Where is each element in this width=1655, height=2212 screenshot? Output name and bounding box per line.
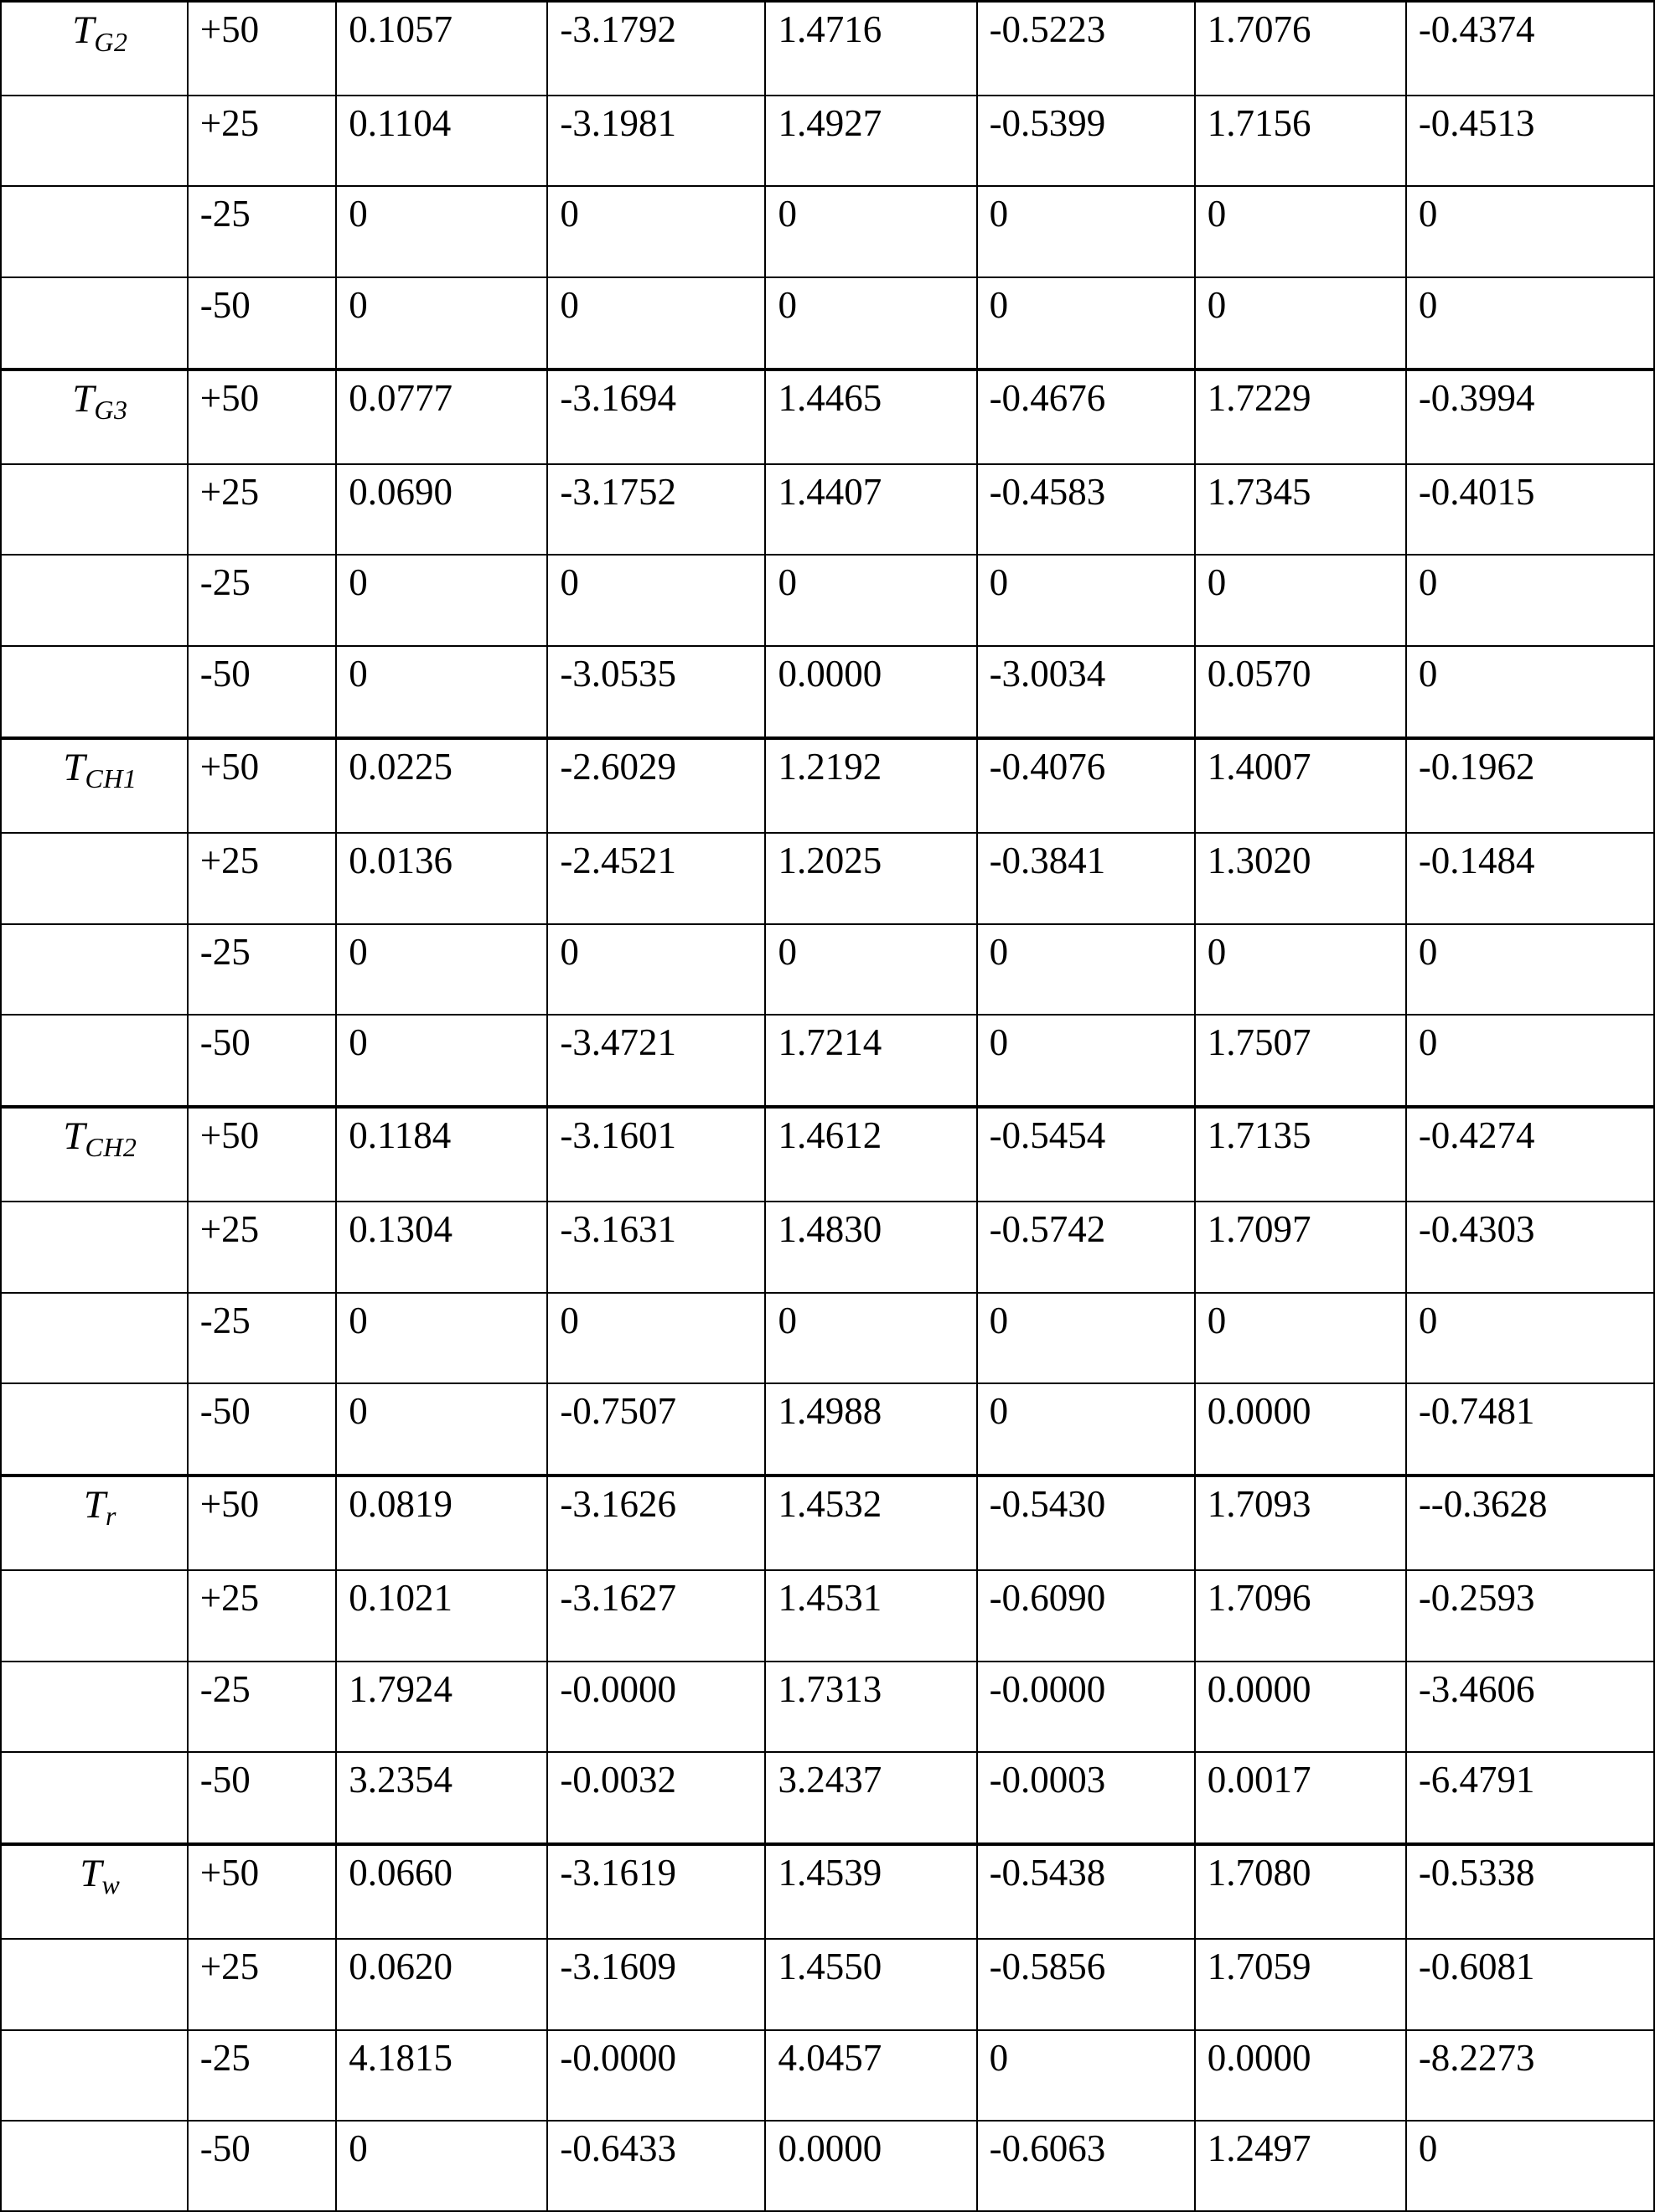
table-row bbox=[1, 464, 1654, 555]
table-row bbox=[1, 1015, 1654, 1107]
group-symbol: $T_{G2}$ bbox=[72, 8, 128, 57]
group-subscript: G2 bbox=[94, 27, 128, 57]
data-cell: -3.1981 bbox=[547, 96, 765, 186]
data-cell: -3.1627 bbox=[547, 1570, 765, 1661]
data-cell: -0.0032 bbox=[547, 1752, 765, 1844]
parameter-step-cell: +50 bbox=[188, 738, 336, 834]
row-group-label bbox=[1, 738, 188, 834]
data-cell: -3.4721 bbox=[547, 1015, 765, 1107]
row-group-label bbox=[1, 924, 188, 1015]
group-symbol: $T_{G3}$ bbox=[72, 376, 128, 426]
data-cell: -6.4791 bbox=[1406, 1752, 1654, 1844]
data-cell: 1.2025 bbox=[765, 833, 976, 923]
parameter-step-cell: +50 bbox=[188, 1107, 336, 1202]
parameter-step-cell: +25 bbox=[188, 1570, 336, 1661]
data-cell: -0.6090 bbox=[977, 1570, 1195, 1661]
parameter-step-cell: -50 bbox=[188, 1383, 336, 1476]
data-cell: -0.5454 bbox=[977, 1107, 1195, 1202]
row-group-label bbox=[1, 1570, 188, 1661]
data-cell: 0 bbox=[1406, 277, 1654, 370]
data-cell: 3.2354 bbox=[336, 1752, 547, 1844]
data-cell: 4.0457 bbox=[765, 2030, 976, 2121]
data-cell: 0 bbox=[1195, 186, 1406, 276]
data-cell: 0.0690 bbox=[336, 464, 547, 555]
data-cell: 0 bbox=[977, 1015, 1195, 1107]
data-cell: 0 bbox=[336, 555, 547, 645]
data-cell: 0 bbox=[1195, 277, 1406, 370]
data-cell: -0.4303 bbox=[1406, 1202, 1654, 1292]
data-cell: 0.0570 bbox=[1195, 646, 1406, 738]
data-cell: 1.7345 bbox=[1195, 464, 1406, 555]
data-cell: 0.0660 bbox=[336, 1844, 547, 1940]
row-group-label bbox=[1, 1293, 188, 1383]
data-cell: 1.7076 bbox=[1195, 2, 1406, 96]
table-row bbox=[1, 646, 1654, 738]
row-group-label bbox=[1, 1752, 188, 1844]
table-row bbox=[1, 1383, 1654, 1476]
data-cell: -0.4076 bbox=[977, 738, 1195, 834]
data-cell: 0 bbox=[547, 555, 765, 645]
data-cell: -3.1619 bbox=[547, 1844, 765, 1940]
data-cell: 0 bbox=[765, 277, 976, 370]
data-cell: -0.7481 bbox=[1406, 1383, 1654, 1476]
data-cell: 0 bbox=[765, 186, 976, 276]
data-cell: 0 bbox=[547, 924, 765, 1015]
data-cell: 0.0000 bbox=[1195, 1383, 1406, 1476]
data-cell: 1.4988 bbox=[765, 1383, 976, 1476]
parameter-step-cell: +25 bbox=[188, 833, 336, 923]
group-symbol: $T_{CH2}$ bbox=[63, 1114, 137, 1163]
group-symbol: $T_{CH1}$ bbox=[63, 745, 137, 794]
table-row bbox=[1, 2121, 1654, 2211]
table-row bbox=[1, 924, 1654, 1015]
data-cell: -3.0034 bbox=[977, 646, 1195, 738]
data-cell: 1.7097 bbox=[1195, 1202, 1406, 1292]
data-cell: 1.4532 bbox=[765, 1476, 976, 1571]
parameter-step-cell: +50 bbox=[188, 2, 336, 96]
row-group-label bbox=[1, 1662, 188, 1752]
parameter-step-cell: -25 bbox=[188, 2030, 336, 2121]
data-cell: 0 bbox=[977, 555, 1195, 645]
data-cell: 1.2497 bbox=[1195, 2121, 1406, 2211]
data-cell: 0 bbox=[977, 924, 1195, 1015]
data-cell: 0.0017 bbox=[1195, 1752, 1406, 1844]
data-cell: -0.1962 bbox=[1406, 738, 1654, 834]
data-cell: 0.0777 bbox=[336, 370, 547, 465]
table-row bbox=[1, 1570, 1654, 1661]
data-cell: 0 bbox=[1406, 186, 1654, 276]
table-body bbox=[1, 2, 1654, 2212]
group-subscript: CH1 bbox=[85, 764, 137, 794]
data-cell: 0.0225 bbox=[336, 738, 547, 834]
data-cell: -2.4521 bbox=[547, 833, 765, 923]
data-cell: 0.0136 bbox=[336, 833, 547, 923]
row-group-label bbox=[1, 833, 188, 923]
row-group-label bbox=[1, 2, 188, 96]
parameter-step-cell: -25 bbox=[188, 1293, 336, 1383]
data-cell: 0 bbox=[1195, 1293, 1406, 1383]
data-cell: -3.1694 bbox=[547, 370, 765, 465]
group-subscript: r bbox=[105, 1501, 116, 1532]
parameter-step-cell: +25 bbox=[188, 464, 336, 555]
data-cell: 1.4716 bbox=[765, 2, 976, 96]
row-group-label bbox=[1, 1844, 188, 1940]
data-cell: 1.7080 bbox=[1195, 1844, 1406, 1940]
data-cell: -0.5430 bbox=[977, 1476, 1195, 1571]
row-group-label bbox=[1, 2121, 188, 2211]
data-cell: 1.7059 bbox=[1195, 1939, 1406, 2029]
data-cell: 0 bbox=[336, 1293, 547, 1383]
table-row bbox=[1, 2030, 1654, 2121]
data-cell: 0 bbox=[1406, 924, 1654, 1015]
data-cell: 1.2192 bbox=[765, 738, 976, 834]
row-group-label bbox=[1, 1107, 188, 1202]
data-cell: 0 bbox=[977, 186, 1195, 276]
parameter-step-cell: -50 bbox=[188, 1015, 336, 1107]
parameter-step-cell: -50 bbox=[188, 1752, 336, 1844]
parameter-step-cell: -50 bbox=[188, 277, 336, 370]
row-group-label bbox=[1, 370, 188, 465]
data-cell: 1.7313 bbox=[765, 1662, 976, 1752]
parameter-step-cell: +50 bbox=[188, 1844, 336, 1940]
table-row bbox=[1, 1662, 1654, 1752]
row-group-label bbox=[1, 1383, 188, 1476]
data-cell: -3.4606 bbox=[1406, 1662, 1654, 1752]
data-cell: 0 bbox=[765, 1293, 976, 1383]
data-cell: -0.5438 bbox=[977, 1844, 1195, 1940]
row-group-label bbox=[1, 646, 188, 738]
data-cell: 0 bbox=[336, 186, 547, 276]
data-cell: -0.0000 bbox=[547, 1662, 765, 1752]
data-cell: -0.1484 bbox=[1406, 833, 1654, 923]
parameter-step-cell: +50 bbox=[188, 1476, 336, 1571]
data-cell: 0.0000 bbox=[765, 646, 976, 738]
data-cell: 0 bbox=[336, 1383, 547, 1476]
table-row bbox=[1, 277, 1654, 370]
data-cell: 0 bbox=[336, 277, 547, 370]
data-cell: 0 bbox=[336, 1015, 547, 1107]
parameter-step-cell: -25 bbox=[188, 924, 336, 1015]
data-cell: 0.0000 bbox=[1195, 1662, 1406, 1752]
data-cell: 0.0620 bbox=[336, 1939, 547, 2029]
data-cell: -3.1752 bbox=[547, 464, 765, 555]
row-group-label bbox=[1, 1939, 188, 2029]
data-cell: 1.7156 bbox=[1195, 96, 1406, 186]
data-cell: -3.1792 bbox=[547, 2, 765, 96]
data-cell: 0 bbox=[1195, 555, 1406, 645]
table-row bbox=[1, 1752, 1654, 1844]
data-cell: 1.4465 bbox=[765, 370, 976, 465]
data-cell: 0 bbox=[336, 924, 547, 1015]
data-cell: -0.4513 bbox=[1406, 96, 1654, 186]
table-row bbox=[1, 555, 1654, 645]
data-cell: 0.1057 bbox=[336, 2, 547, 96]
data-cell: -0.2593 bbox=[1406, 1570, 1654, 1661]
data-cell: 0 bbox=[977, 1293, 1195, 1383]
row-group-label bbox=[1, 1476, 188, 1571]
data-cell: -0.4676 bbox=[977, 370, 1195, 465]
row-group-label bbox=[1, 1015, 188, 1107]
data-cell: 0 bbox=[336, 2121, 547, 2211]
table-row bbox=[1, 738, 1654, 834]
data-cell: -8.2273 bbox=[1406, 2030, 1654, 2121]
group-symbol: $T_w$ bbox=[80, 1851, 121, 1900]
data-cell: 1.4550 bbox=[765, 1939, 976, 2029]
row-group-label bbox=[1, 186, 188, 276]
group-symbol: $T_r$ bbox=[83, 1482, 116, 1532]
data-cell: 0 bbox=[1406, 2121, 1654, 2211]
data-cell: 1.7214 bbox=[765, 1015, 976, 1107]
data-cell: -0.6433 bbox=[547, 2121, 765, 2211]
data-cell: 0 bbox=[977, 277, 1195, 370]
data-cell: 0 bbox=[1406, 646, 1654, 738]
parameter-step-cell: -25 bbox=[188, 186, 336, 276]
data-cell: 0.1021 bbox=[336, 1570, 547, 1661]
data-cell: 1.7507 bbox=[1195, 1015, 1406, 1107]
data-cell: 0 bbox=[1406, 1015, 1654, 1107]
data-cell: -0.5742 bbox=[977, 1202, 1195, 1292]
row-group-label bbox=[1, 277, 188, 370]
table-row bbox=[1, 1107, 1654, 1202]
data-cell: -0.5399 bbox=[977, 96, 1195, 186]
data-cell: 0 bbox=[336, 646, 547, 738]
table-row bbox=[1, 1293, 1654, 1383]
group-subscript: CH2 bbox=[85, 1133, 137, 1163]
data-cell: -0.4583 bbox=[977, 464, 1195, 555]
data-cell: -2.6029 bbox=[547, 738, 765, 834]
data-cell: -3.1631 bbox=[547, 1202, 765, 1292]
data-cell: 1.7096 bbox=[1195, 1570, 1406, 1661]
table-row bbox=[1, 1476, 1654, 1571]
data-cell: -3.0535 bbox=[547, 646, 765, 738]
table-row bbox=[1, 1844, 1654, 1940]
data-cell: 1.4539 bbox=[765, 1844, 976, 1940]
group-subscript: w bbox=[101, 1870, 121, 1900]
row-group-label bbox=[1, 464, 188, 555]
row-group-label bbox=[1, 555, 188, 645]
data-cell: -0.5338 bbox=[1406, 1844, 1654, 1940]
data-cell: -0.6063 bbox=[977, 2121, 1195, 2211]
data-cell: 0 bbox=[547, 186, 765, 276]
data-cell: -0.5223 bbox=[977, 2, 1195, 96]
data-cell: 0.0000 bbox=[1195, 2030, 1406, 2121]
parameter-step-cell: -25 bbox=[188, 1662, 336, 1752]
data-cell: -0.4274 bbox=[1406, 1107, 1654, 1202]
data-cell: 1.4830 bbox=[765, 1202, 976, 1292]
data-cell: 4.1815 bbox=[336, 2030, 547, 2121]
data-cell: -0.7507 bbox=[547, 1383, 765, 1476]
table-row bbox=[1, 2, 1654, 96]
data-cell: -0.0000 bbox=[547, 2030, 765, 2121]
table-row bbox=[1, 370, 1654, 465]
table-row bbox=[1, 833, 1654, 923]
data-cell: -0.4015 bbox=[1406, 464, 1654, 555]
data-cell: 1.7135 bbox=[1195, 1107, 1406, 1202]
parameter-step-cell: +25 bbox=[188, 96, 336, 186]
data-cell: 0.1304 bbox=[336, 1202, 547, 1292]
data-cell: 1.4007 bbox=[1195, 738, 1406, 834]
row-group-label bbox=[1, 2030, 188, 2121]
data-cell: 0 bbox=[547, 277, 765, 370]
group-subscript: G3 bbox=[94, 395, 128, 426]
data-cell: -0.4374 bbox=[1406, 2, 1654, 96]
table-row bbox=[1, 96, 1654, 186]
data-cell: 0 bbox=[765, 555, 976, 645]
data-cell: 0.1104 bbox=[336, 96, 547, 186]
data-cell: -0.3841 bbox=[977, 833, 1195, 923]
data-cell: -0.0003 bbox=[977, 1752, 1195, 1844]
data-cell: 0 bbox=[1406, 555, 1654, 645]
data-cell: -0.6081 bbox=[1406, 1939, 1654, 2029]
parameter-step-cell: +25 bbox=[188, 1939, 336, 2029]
table-row bbox=[1, 1202, 1654, 1292]
data-cell: 1.4612 bbox=[765, 1107, 976, 1202]
data-cell: 0 bbox=[1195, 924, 1406, 1015]
data-cell: 0 bbox=[977, 2030, 1195, 2121]
data-cell: 1.7093 bbox=[1195, 1476, 1406, 1571]
data-cell: 0 bbox=[1406, 1293, 1654, 1383]
data-cell: 3.2437 bbox=[765, 1752, 976, 1844]
data-cell: 1.4927 bbox=[765, 96, 976, 186]
table-row bbox=[1, 1939, 1654, 2029]
data-cell: 0 bbox=[977, 1383, 1195, 1476]
data-cell: 1.4407 bbox=[765, 464, 976, 555]
data-cell: -0.3994 bbox=[1406, 370, 1654, 465]
data-cell: -3.1626 bbox=[547, 1476, 765, 1571]
data-cell: 1.3020 bbox=[1195, 833, 1406, 923]
data-cell: -3.1609 bbox=[547, 1939, 765, 2029]
data-cell: 0 bbox=[547, 1293, 765, 1383]
data-cell: -0.5856 bbox=[977, 1939, 1195, 2029]
parameter-step-cell: +25 bbox=[188, 1202, 336, 1292]
data-cell: -0.0000 bbox=[977, 1662, 1195, 1752]
data-cell: 1.4531 bbox=[765, 1570, 976, 1661]
data-cell: 0.0819 bbox=[336, 1476, 547, 1571]
parameter-step-cell: +50 bbox=[188, 370, 336, 465]
data-cell: 1.7924 bbox=[336, 1662, 547, 1752]
data-cell: 0 bbox=[765, 924, 976, 1015]
parameter-step-cell: -25 bbox=[188, 555, 336, 645]
data-cell: -3.1601 bbox=[547, 1107, 765, 1202]
row-group-label bbox=[1, 96, 188, 186]
parameter-step-cell: -50 bbox=[188, 2121, 336, 2211]
parameter-step-cell: -50 bbox=[188, 646, 336, 738]
data-cell: 0.0000 bbox=[765, 2121, 976, 2211]
data-cell: 1.7229 bbox=[1195, 370, 1406, 465]
table-row bbox=[1, 186, 1654, 276]
data-cell: --0.3628 bbox=[1406, 1476, 1654, 1571]
row-group-label bbox=[1, 1202, 188, 1292]
data-cell: 0.1184 bbox=[336, 1107, 547, 1202]
